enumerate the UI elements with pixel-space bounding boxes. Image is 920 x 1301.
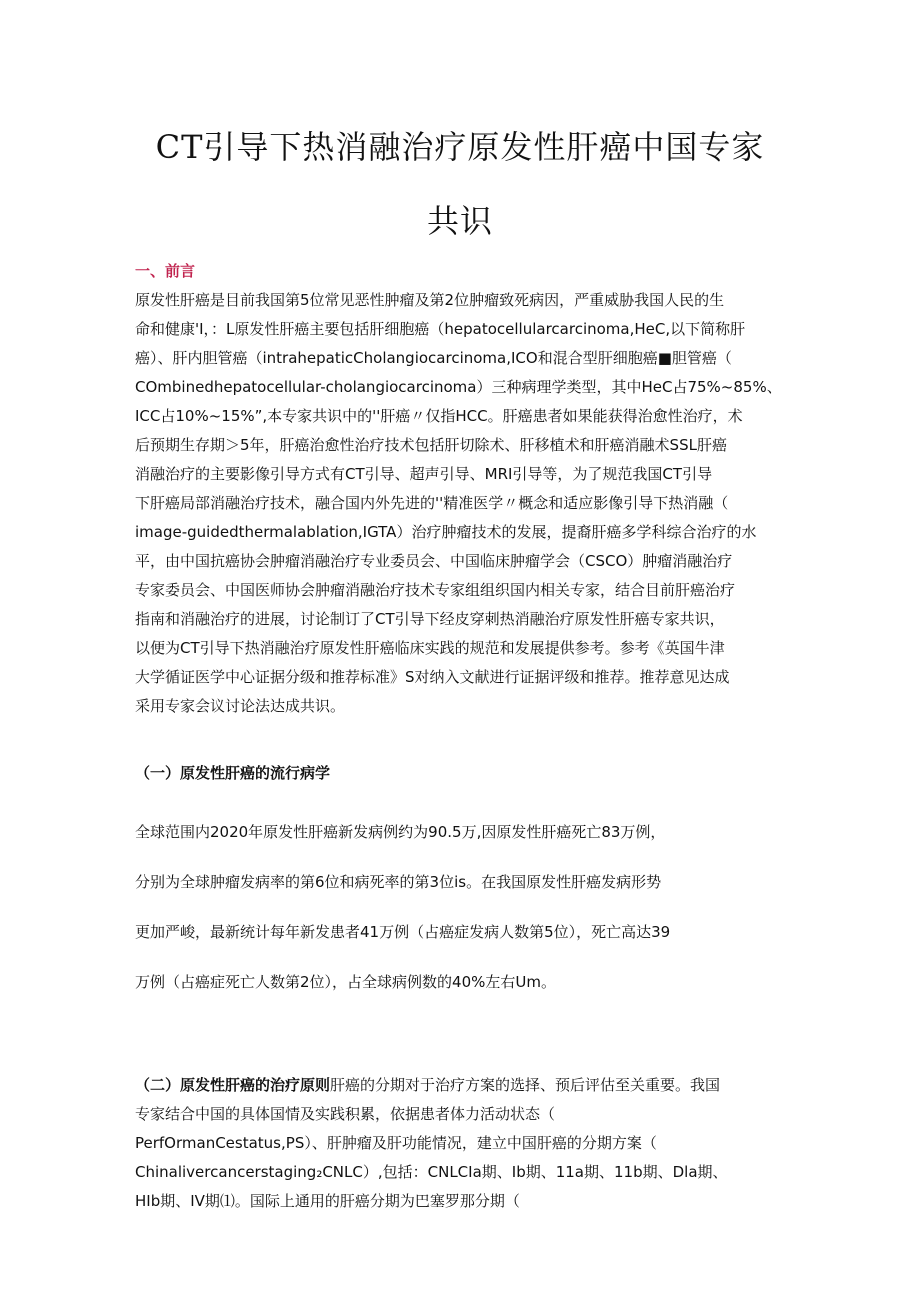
paragraph-line: 命和健康'I，：L原发性肝癌主要包括肝细胞癌（hepatocellularcarcinoma,HeC,以下简称肝 [135,320,746,338]
paragraph-line: HIb期、IV期⑴。国际上通用的肝癌分期为巴塞罗那分期（ [135,1192,520,1210]
paragraph-line: 专家委员会、中国医师协会肿瘤消融治疗技术专家组组织国内相关专家，结合目前肝癌治疗 [135,581,736,599]
paragraph-line: 以便为CT引导下热消融治疗原发性肝癌临床实践的规范和发展提供参考。参考《英国牛津 [135,639,725,657]
subsection-heading-treatment: （二）原发性肝癌的治疗原则 [135,1076,331,1094]
paragraph-line: 下肝癌局部消融治疗技术，融合国内外先进的''精准医学〃概念和适应影像引导下热消融（ [135,494,729,512]
paragraph-line: 全球范围内2020年原发性肝癌新发病例约为90.5万,因原发性肝癌死亡83万例， [135,823,666,841]
paragraph-line: COmbinedhepatocellular-cholangiocarcinoma）三种病理学类型，其中HeC占75%~85%、 [135,378,782,396]
paragraph-line: 癌）、肝内胆管癌（intrahepaticCholangiocarcinoma,ICO和混合型肝细胞癌■胆管癌（ [135,349,732,367]
paragraph-line: Chinalivercancerstaging₂CNLC）,包括：CNLCIa期、Ib期、11a期、11b期、Dla期、 [135,1163,728,1181]
paragraph-line: 消融治疗的主要影像引导方式有CT引导、超声引导、MRI引导等，为了规范我国CT引导 [135,465,713,483]
paragraph-line: 更加严峻，最新统计每年新发患者41万例（占癌症发病人数第5位），死亡高达39 [135,923,671,941]
document-title-line2: 共识 [426,202,493,240]
paragraph-line-first [135,1071,835,1100]
paragraph-line: 分别为全球肿瘤发病率的第6位和病死率的第3位is。在我国原发性肝癌发病形势 [135,873,662,891]
paragraph-line: PerfOrmanCestatus,PS）、肝肿瘤及肝功能情况，建立中国肝癌的分期方案（ [135,1134,657,1152]
treatment-principles-paragraph [135,1071,835,1216]
subsection-heading-epidemiology: （一）原发性肝癌的流行病学 [135,764,331,782]
paragraph-line: 指南和消融治疗的进展，讨论制订了CT引导下经皮穿刺热消融治疗原发性肝癌专家共识， [135,610,725,628]
paragraph-line: 专家结合中国的具体国情及实践积累，依据患者体力活动状态（ [135,1105,556,1123]
paragraph-line: 平，由中国抗癌协会肿瘤消融治疗专业委员会、中国临床肿瘤学会（CSCO）肿瘤消融治疗 [135,552,733,570]
paragraph-line: 原发性肝癌是目前我国第5位常见恶性肿瘤及第2位肿瘤致死病因，严重威胁我国人民的生 [135,291,725,309]
document-title-line1: CT引导下热消融治疗原发性肝癌中国专家 [155,128,765,166]
paragraph-line: image-guidedthermalablation,IGTA）治疗肿瘤技术的发展，提裔肝癌多学科综合治疗的水 [135,523,757,541]
paragraph-line: ICC占10%~15%”,本专家共识中的''肝癌〃仅指HCC。肝癌患者如果能获得治愈性治疗，术 [135,407,743,425]
paragraph-line: 万例（占癌症死亡人数第2位），占全球病例数的40%左右Um。 [135,973,556,991]
paragraph-line-rest: 肝癌的分期对于治疗方案的选择、预后评估至关重要。我国 [330,1076,721,1094]
paragraph-line: 后预期生存期＞5年，肝癌治愈性治疗技术包括肝切除术、肝移植术和肝癌消融术SSL肝癌 [135,436,727,454]
epidemiology-paragraph [135,818,835,1018]
preface-paragraph [135,286,835,721]
paragraph-line: 采用专家会议讨论法达成共识。 [135,697,346,715]
section-heading-preface: 一、前言 [135,262,196,280]
paragraph-line: 大学循证医学中心证据分级和推荐标准》S对纳入文献进行证据评级和推荐。推荐意见达成 [135,668,730,686]
